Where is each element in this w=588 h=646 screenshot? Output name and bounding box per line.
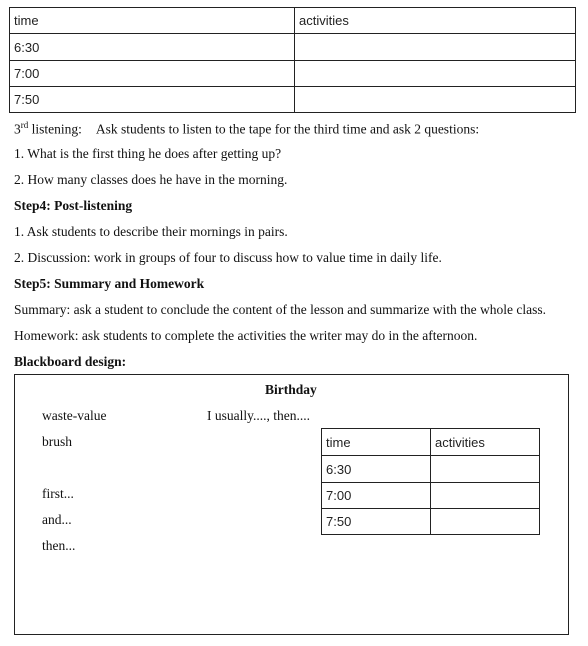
table-header-cell: activities [431,429,540,456]
table-cell [295,87,576,113]
table-row [322,483,540,509]
homework-text: Homework: ask students to complete the activities the writer may do in the afternoon. [14,328,478,343]
table-header-cell: time [10,8,295,34]
table-row [322,456,540,483]
blackboard-title: Birthday [265,382,317,397]
blackboard-table [321,428,540,535]
table-row [10,34,576,61]
blackboard-word: waste-value [42,408,107,423]
table-cell: 7:00 [322,483,431,509]
question-1: 1. What is the first thing he does after getting up? [14,146,282,161]
step4-heading: Step4: Post-listening [14,198,133,213]
table-cell [295,61,576,87]
step4-item-1: 1. Ask students to describe their mornings in pairs. [14,224,288,239]
table-header-cell: activities [295,8,576,34]
listening-3-paragraph [14,120,479,138]
table-header-row [322,429,540,456]
table-header-cell: time [322,429,431,456]
table-cell [431,483,540,509]
step4-item-2: 2. Discussion: work in groups of four to discuss how to value time in daily life. [14,250,442,265]
table-row [322,509,540,535]
step5-heading: Step5: Summary and Homework [14,276,205,291]
blackboard-sentence: I usually...., then.... [207,408,310,423]
table-cell: 7:50 [10,87,295,113]
ordinal-number: 3 [14,121,21,137]
table-cell: 7:50 [322,509,431,535]
table-cell [431,456,540,483]
question-2: 2. How many classes does he have in the morning. [14,172,288,187]
ordinal-suffix: rd [20,120,29,130]
blackboard-heading: Blackboard design: [14,354,127,369]
table-cell: 7:00 [10,61,295,87]
blackboard-word: brush [42,434,72,449]
table-cell: 6:30 [322,456,431,483]
table-row [10,61,576,87]
listening-label: listening: [28,121,82,137]
table-header-row [10,8,576,34]
blackboard-word: first... [42,486,74,501]
table-cell [295,34,576,61]
listening-text: Ask students to listen to the tape for the third time and ask 2 questions: [95,121,480,137]
summary-text: Summary: ask a student to conclude the content of the lesson and summarize with the whole class. [14,302,546,317]
table-cell [431,509,540,535]
blackboard-word: and... [42,512,72,527]
blackboard-word: then... [42,538,76,553]
schedule-table [9,7,576,113]
table-row [10,87,576,113]
table-cell: 6:30 [10,34,295,61]
